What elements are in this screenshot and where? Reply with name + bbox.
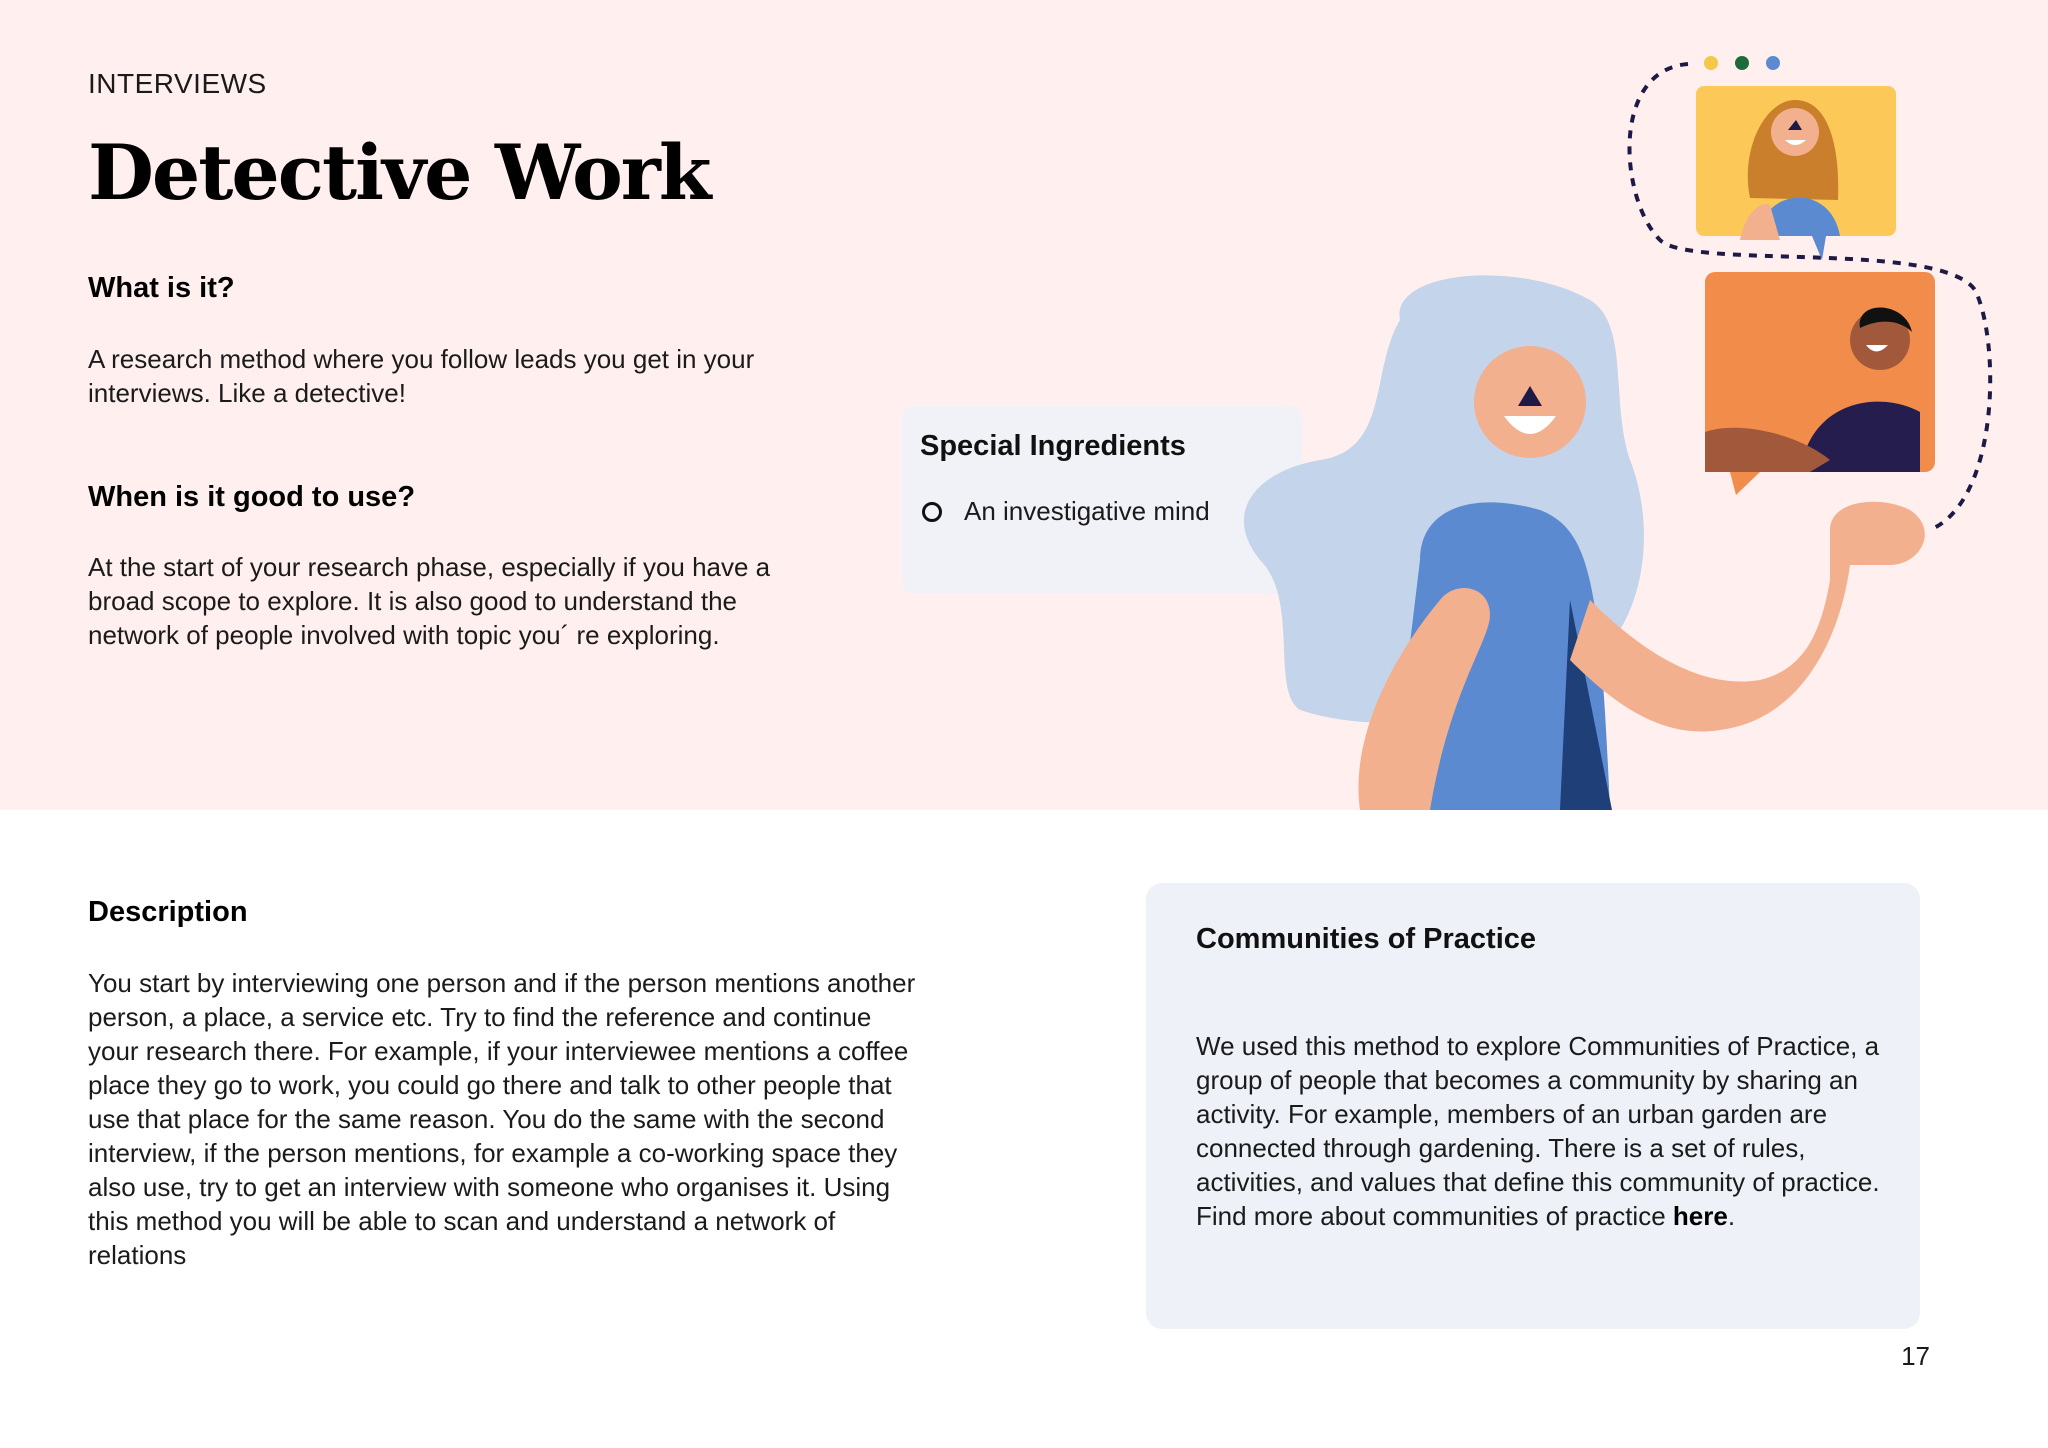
description-heading: Description: [88, 896, 248, 928]
ingredient-item: [922, 496, 1210, 527]
section-eyebrow: INTERVIEWS: [88, 68, 267, 99]
communities-body: We used this method to explore Communities of Practice, a group of people that becomes a community by sharing an activity. For example, members of an urban garden are connected through gardening. There is a set of rules, activities, and values that define this community of practice. Find more about communities of practice: [1196, 1031, 1880, 1231]
what-is-it-text: A research method where you follow leads you get in your interviews. Like a detective!: [88, 344, 755, 408]
here-link[interactable]: here: [1672, 1201, 1728, 1231]
what-is-it-heading: What is it?: [88, 272, 235, 304]
special-ingredients-title: Special Ingredients: [920, 430, 1186, 462]
communities-suffix: .: [1727, 1201, 1736, 1231]
communities-title: Communities of Practice: [1196, 923, 1537, 955]
dot-yellow: [1704, 56, 1718, 70]
dot-green: [1735, 56, 1749, 70]
video-call-illustration: [1240, 40, 2020, 810]
video-frame-top: [1696, 86, 1896, 260]
description-text: You start by interviewing one person and if the person mentions another person, a place, a service etc. Try to find the reference and continue your research there. For example, if your interviewee mentions a coffee place they go to work, you could go there and talk to other people that use that place for the same reason. You do the same with the second interview, if the person mentions, for example a co-working space they also use, try to get an interview with someone who organises it. Using this method you will be able to scan and understand a network of relations: [88, 968, 916, 1270]
video-frame-bottom: [1705, 272, 1935, 495]
communities-text: [1196, 1029, 1896, 1233]
circle-bullet-icon: [922, 502, 942, 522]
page-number: 17: [1901, 1341, 1930, 1371]
communities-of-practice-card: [1146, 883, 1920, 1329]
when-to-use-text: At the start of your research phase, especially if you have a broad scope to explore. It is also good to understand the network of people involved with topic you´ re exploring.: [88, 552, 771, 650]
when-to-use-heading: When is it good to use?: [88, 481, 416, 513]
ingredient-text: An investigative mind: [964, 496, 1210, 526]
page-title: Detective Work: [88, 128, 710, 217]
dot-blue: [1766, 56, 1780, 70]
